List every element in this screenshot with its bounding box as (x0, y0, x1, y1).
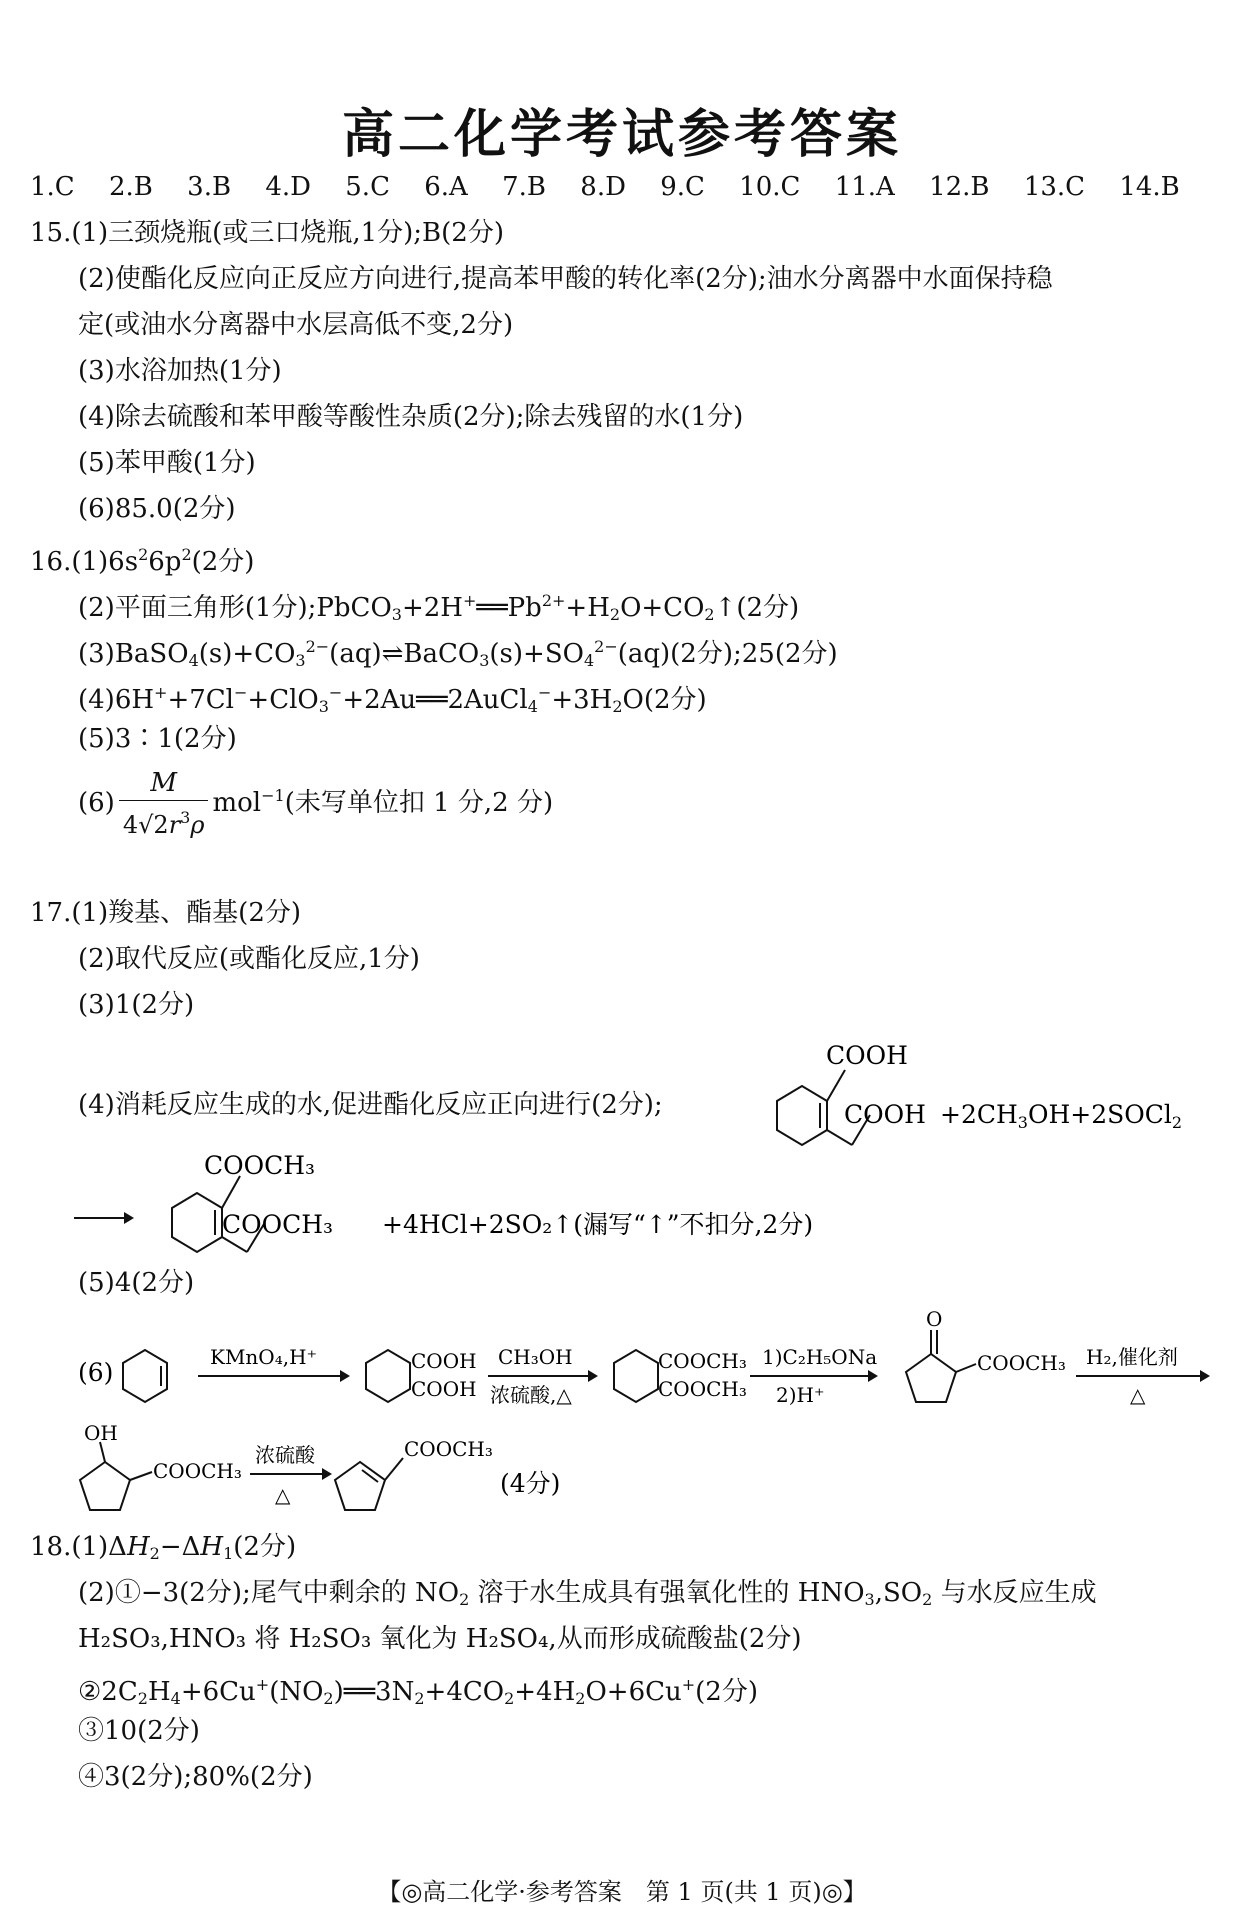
product-text: +4HCl+2SO₂↑(漏写“↑”不扣分,2分) (382, 1210, 814, 1239)
mcq-answer: 8.D (580, 172, 626, 202)
q15-line-4: (4)除去硫酸和苯甲酸等酸性杂质(2分);除去残留的水(1分) (78, 402, 744, 432)
group-oh: OH (84, 1421, 118, 1445)
group-cooch3: COOCH₃ (658, 1377, 747, 1401)
q16-line-3: $(3)BaSO_4(s)+CO_3^{2-}(aq)\rightleftharpoons BaCO_3(s)+SO_4^{2-}(aq)(2$分);25(2分) (78, 637, 838, 670)
reagent-4a: H₂,催化剂 (1086, 1345, 1178, 1369)
group-cooch3: COOCH₃ (404, 1437, 493, 1461)
group-cooch3: COOCH₃ (658, 1349, 747, 1373)
q16-line-4: $(4)6H^++7Cl^-+ClO_3^-+2Au══2AuCl_4^-+3H_2O(2$分) (78, 683, 707, 716)
reagent-3b: 2)H⁺ (776, 1383, 825, 1407)
mcq-answer: 10.C (739, 172, 801, 202)
q15-line-5: (5)苯甲酸(1分) (78, 448, 256, 478)
q16-line-1: $16.(1)6s^26p^2(2$分) (30, 545, 255, 577)
q15-line-6: (6)85.0(2分) (78, 494, 236, 524)
q15-line-2a: (2)使酯化反应向正反应方向进行,提高苯甲酸的转化率(2分);油水分离器中水面保持稳 (78, 264, 1053, 294)
group-cooch3: COOCH₃ (222, 1210, 334, 1239)
q15-line-3: (3)水浴加热(1分) (78, 356, 282, 386)
group-cooh: COOH (411, 1349, 477, 1373)
q17-line-1: 17.(1)羧基、酯基(2分) (30, 898, 302, 928)
q16-line-6-tail: (未写单位扣 1 分,2 分) (284, 788, 554, 818)
q18-line-5: ④3(2分);80%(2分) (78, 1762, 313, 1792)
group-cooh: COOH (411, 1377, 477, 1401)
fraction-denominator: $4√2r^3\rho$ (122, 808, 205, 839)
mcq-answer: 12.B (929, 172, 990, 202)
q15-line-1: 15.(1)三颈烧瓶(或三口烧瓶,1分);B(2分) (30, 218, 504, 248)
mcq-answer: 14.B (1119, 172, 1180, 202)
group-oxo: O (926, 1307, 943, 1331)
mcq-answer: 7.B (502, 172, 547, 202)
group-cooh: COOH (826, 1041, 908, 1070)
q17-line-3: (3)1(2分) (78, 990, 195, 1020)
q18-line-1: $18.(1)\Delta H_2-\Delta H_1(2$分) (30, 1532, 297, 1563)
q17-6-route-row-2 (60, 1420, 620, 1540)
q16-line-5: (5)3∶1(2分) (78, 724, 237, 754)
q17-6-label: (6) (78, 1358, 114, 1387)
density-fraction (119, 766, 209, 842)
reagent-text: $+2CH_3OH+2SOCl_2$ (940, 1100, 1183, 1132)
reagent-1: KMnO₄,H⁺ (210, 1345, 318, 1369)
q18-line-3: $②2C_2H_4+6Cu^+(NO_2)══3N_2+4CO_2+4H_2O+6Cu^+(2$分) (78, 1675, 758, 1708)
mcq-answer: 3.B (187, 172, 232, 202)
group-cooh: COOH (844, 1100, 926, 1129)
page-footer: 【◎高二化学·参考答案 第 1 页(共 1 页)◎】 (377, 1878, 867, 1906)
q17-6-route-row-1 (78, 1306, 1218, 1436)
q15-line-2b: 定(或油水分离器中水层高低不变,2分) (78, 310, 514, 340)
group-cooch3: COOCH₃ (204, 1151, 316, 1180)
q17-line-2: (2)取代反应(或酯化反应,1分) (78, 944, 420, 974)
reagent-5b: △ (275, 1483, 291, 1507)
mcq-answer: 4.D (265, 172, 311, 202)
mcq-answers (30, 170, 1180, 204)
mcq-answer: 13.C (1023, 172, 1086, 202)
q16-line-6: (6) $\frac{M}{4√2r^3\rho}$ mol$^{-1}$(未写单位扣 1 分,2 分) (78, 766, 553, 842)
q18-line-2b: H₂SO₃,HNO₃ 将 H₂SO₃ 氧化为 H₂SO₄,从而形成硫酸盐(2分) (78, 1624, 802, 1654)
reagent-5a: 浓硫酸 (255, 1443, 315, 1467)
page-title: 高二化学考试参考答案 (341, 105, 902, 165)
group-cooch3: COOCH₃ (977, 1351, 1066, 1375)
q18-line-4: ③10(2分) (78, 1716, 200, 1746)
reagent-2b: 浓硫酸,△ (490, 1383, 572, 1407)
mcq-answer: 9.C (660, 172, 705, 202)
mcq-answer: 1.C (30, 172, 75, 202)
reagent-2a: CH₃OH (498, 1345, 573, 1369)
group-cooch3: COOCH₃ (153, 1459, 242, 1483)
q17-line-5: (5)4(2分) (78, 1268, 195, 1298)
reagent-3a: 1)C₂H₅ONa (762, 1345, 878, 1369)
q16-line-2: (2)平面三角形(1分)$;PbCO_3+2H^+══Pb^{2+}+H_2O+CO_2↑(2$分) (78, 591, 800, 624)
mcq-answer: 5.C (345, 172, 390, 202)
q17-4-reactant-structure (740, 1030, 1240, 1155)
reagent-4b: △ (1130, 1383, 1146, 1407)
mcq-answer: 11.A (834, 172, 895, 202)
mcq-answer: 2.B (108, 172, 153, 202)
q17-4-product-structure (72, 1140, 1222, 1265)
fraction-numerator: M (119, 766, 209, 801)
q17-6-tail: (4分) (500, 1469, 561, 1498)
q18-line-2a: (2)①−3(2分);尾气中剩余的 $NO_2$ 溶于水生成具有强氧化性的 $HNO_3,SO_2$ 与水反应生成 (78, 1578, 1097, 1609)
mcq-answer: 6.A (424, 172, 468, 202)
q17-line-4-text: (4)消耗反应生成的水,促进酯化反应正向进行(2分); (78, 1090, 663, 1120)
